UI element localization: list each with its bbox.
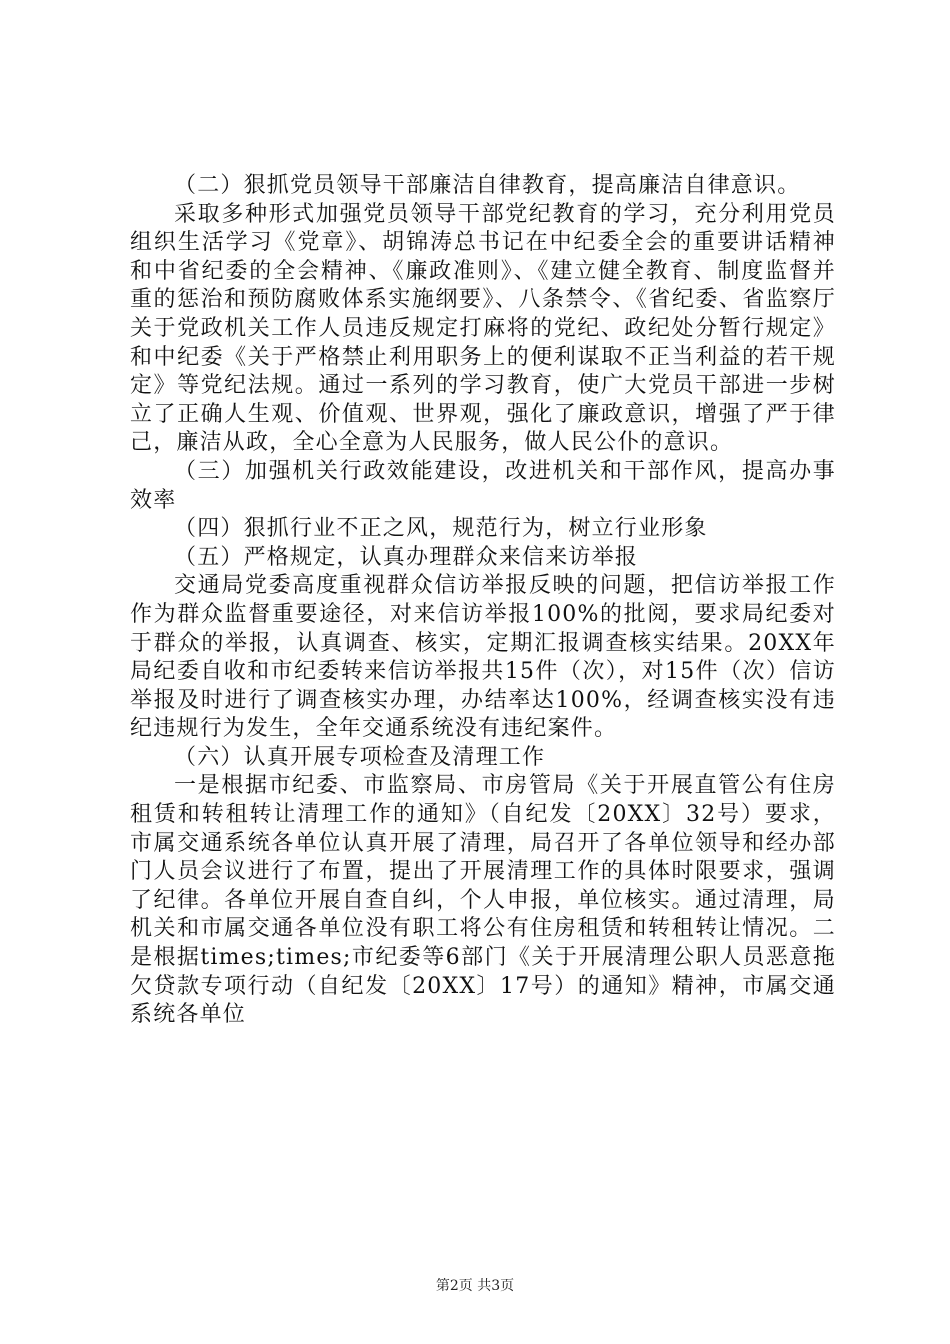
heading-section-2: （二）狠抓党员领导干部廉洁自律教育，提高廉洁自律意识。	[174, 173, 801, 198]
heading-section-6: （六）认真开展专项检查及清理工作	[174, 744, 546, 770]
page-footer: 第2页 共3页	[435, 1278, 515, 1294]
heading-section-3: （三）加强机关行政效能建设，改进机关和干部作风，提高办事效率	[130, 458, 836, 513]
heading-section-4: （四）狠抓行业不正之风，规范行为，树立行业形象	[174, 516, 708, 542]
body-paragraph: 交通局党委高度重视群众信访举报反映的问题，把信访举报工作作为群众监督重要途径，对来信访举报100%的批阅，要求局纪委对于群众的举报，认真调查、核实，定期汇报调查核实结果。20XX年局纪委自收和市纪委转来信访举报共15件（次），对15件（次）信访举报及时进行了调查核实办理，办结率达100%，经调查核实没有违纪违规行为发生，全年交通系统没有违纪案件。	[130, 573, 836, 742]
heading-section-5: （五）严格规定，认真办理群众来信来访举报	[174, 544, 639, 570]
body-paragraph: 采取多种形式加强党员领导干部党纪教育的学习，充分利用党员组织生活学习《党章》、胡锦涛总书记在中纪委全会的重要讲话精神和中省纪委的全会精神、《廉政准则》、《建立健全教育、制度监督并重的惩治和预防腐败体系实施纲要》、八条禁令、《省纪委、省监察厅关于党政机关工作人员违反规定打麻将的党纪、政纪处分暂行规定》和中纪委《关于严格禁止利用职务上的便利谋取不正当利益的若干规定》等党纪法规。通过一系列的学习教育，使广大党员干部进一步树立了正确人生观、价值观、世界观，强化了廉政意识，增强了严于律己，廉洁从政，全心全意为人民服务，做人民公仆的意识。	[130, 201, 836, 456]
body-paragraph: 一是根据市纪委、市监察局、市房管局《关于开展直管公有住房租赁和转租转让清理工作的通知》（自纪发〔20XX〕32号）要求，市属交通系统各单位认真开展了清理，局召开了各单位领导和经办部门人员会议进行了布置，提出了开展清理工作的具体时限要求，强调了纪律。各单位开展自查自纠，个人申报，单位核实。通过清理，局机关和市属交通各单位没有职工将公有住房租赁和转租转让情况。二是根据times;times;市纪委等6部门《关于开展清理公职人员恶意拖欠贷款专项行动（自纪发〔20XX〕17号）的通知》精神，市属交通系统各单位	[130, 773, 836, 1028]
document-body	[130, 172, 836, 1030]
